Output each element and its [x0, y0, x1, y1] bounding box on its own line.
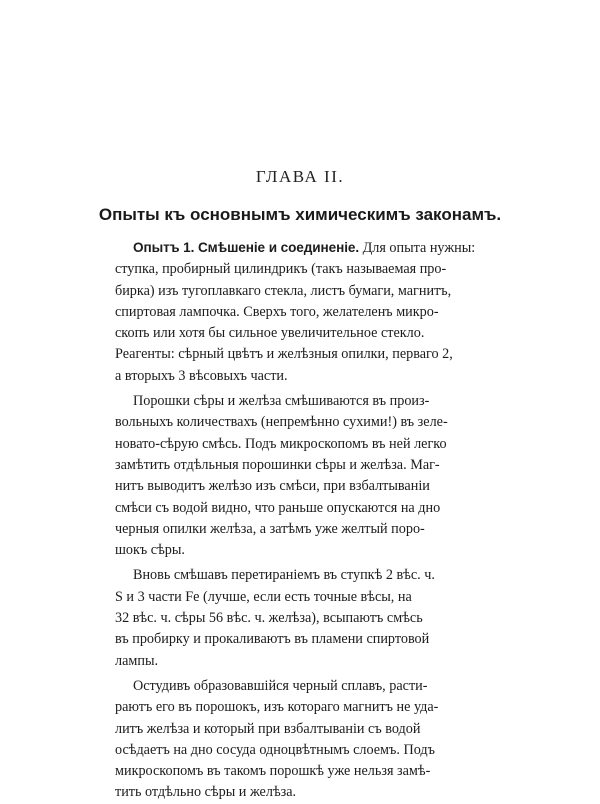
text-line: Порошки сѣры и желѣза смѣшиваются въ произ- — [133, 393, 430, 410]
text-line: скопъ или хотя бы сильное увеличительное стекло. — [115, 325, 425, 342]
text-line: новато-сѣрую смѣсь. Подъ микроскопомъ въ ней легко — [115, 435, 447, 452]
text-line: въ пробирку и прокаливаютъ въ пламени спиртовой — [115, 631, 430, 648]
text-line: осѣдаетъ на дно сосуда одноцвѣтнымъ слоемъ. Подъ — [115, 741, 435, 758]
text-line: нитъ выводитъ желѣзо изъ смѣси, при взбалтываніи — [115, 478, 430, 495]
text-line: вольныхъ количествахъ (непремѣнно сухими!) въ зеле- — [115, 414, 448, 431]
paragraph-experiment-1 — [115, 237, 510, 387]
body-text — [115, 237, 510, 804]
chapter-title: ГЛАВА II. — [255, 167, 345, 186]
text-line: а вторыхъ 3 вѣсовыхъ части. — [115, 367, 288, 384]
text-line: Остудивъ образовавшійся черный сплавъ, расти- — [133, 677, 428, 694]
paragraph-heating — [115, 565, 510, 671]
text-line: Вновь смѣшавъ перетираніемъ въ ступкѣ 2 вѣс. ч. — [133, 567, 435, 584]
text-line: шокъ сѣры. — [115, 542, 185, 559]
text-line: 32 вѣс. ч. сѣры 56 вѣс. ч. желѣза), всыпаютъ смѣсь — [115, 610, 423, 627]
text-line-content: Для опыта нужны: — [359, 240, 476, 256]
text-line: спиртовая лампочка. Сверхъ того, желателенъ микро- — [115, 303, 439, 320]
text-line: замѣтить отдѣльныя порошинки сѣры и желѣза. Маг- — [115, 456, 440, 473]
text-line: лампы. — [115, 652, 159, 669]
text-line: Реагенты: сѣрный цвѣтъ и желѣзныя опилки, перваго 2, — [115, 346, 453, 363]
text-line: смѣси съ водой видно, что раньше опускаются на дно — [115, 499, 441, 516]
paragraph-powders — [115, 391, 510, 561]
paragraph-cooling — [115, 676, 510, 804]
text-line: тить отдѣльно сѣры и желѣза. — [115, 784, 297, 801]
text-line: S и 3 части Fe (лучше, если есть точные вѣсы, на — [115, 588, 412, 605]
text-line: раютъ его въ порошокъ, изъ котораго магнитъ не уда- — [115, 699, 439, 716]
text-line: литъ желѣза и который при взбалтываніи съ водой — [115, 720, 421, 737]
text-line — [115, 237, 510, 259]
text-line: бирка) изъ тугоплавкаго стекла, листъ бумаги, магнитъ, — [115, 282, 452, 299]
experiment-heading: Опытъ 1. Смѣшеніе и соединеніе. — [133, 240, 360, 255]
section-title: Опыты къ основнымъ химическимъ законамъ. — [98, 205, 502, 224]
text-line: ступка, пробирный цилиндрикъ (такъ называемая про- — [115, 261, 447, 278]
text-line: микроскопомъ въ такомъ порошкѣ уже нельзя замѣ- — [115, 763, 431, 780]
text-line: черныя опилки желѣза, а затѣмъ уже желтый поро- — [115, 520, 425, 537]
